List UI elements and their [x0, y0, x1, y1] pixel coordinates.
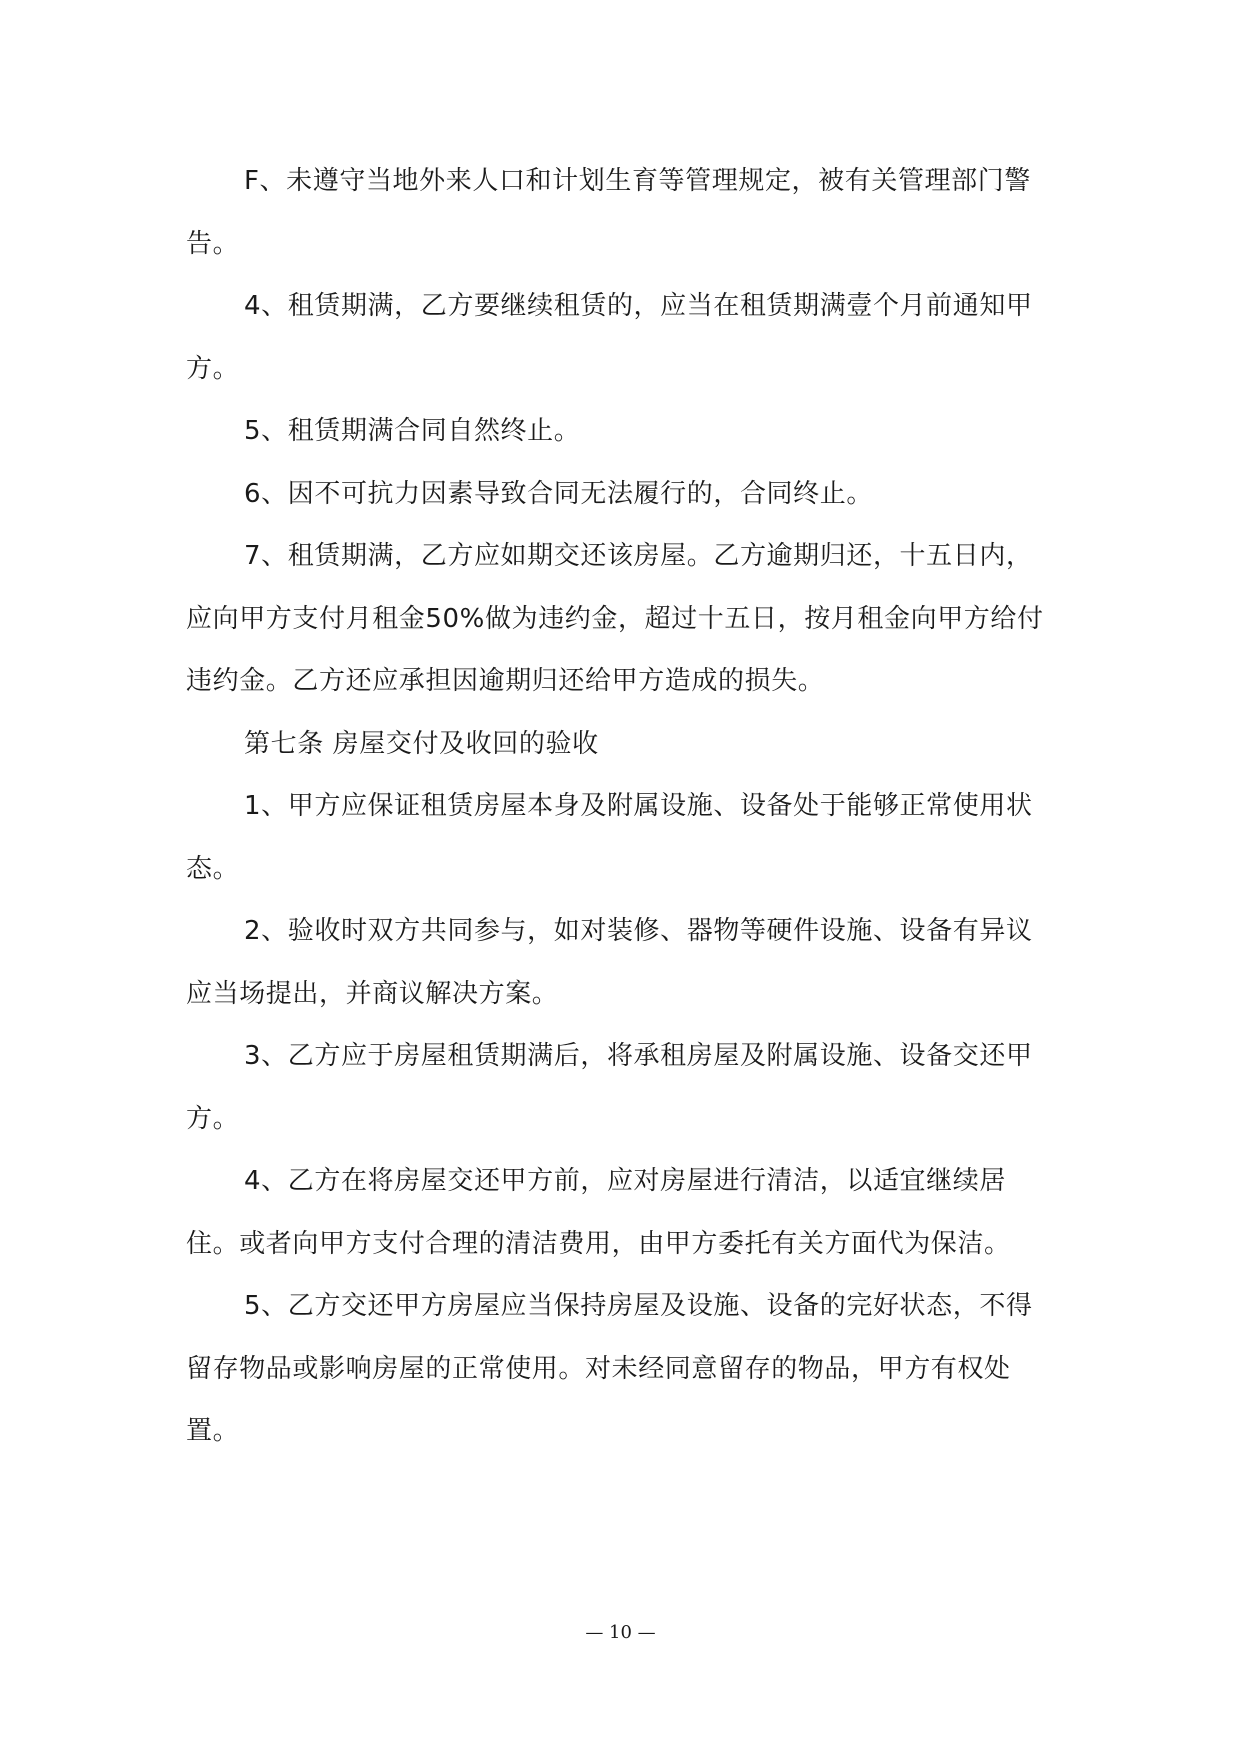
- paragraph-clause-5-natural-termination: 5、租赁期满合同自然终止。: [244, 416, 581, 446]
- paragraph-clause-7-overdue-return: 7、租赁期满，乙方应如期交还该房屋。乙方逾期归还，十五日内，应向甲方支付月租金50%做为违约金，超过十五日，按月租金向甲方给付违约金。乙方还应承担因逾期归还给甲方造成的损失。: [186, 541, 1044, 696]
- paragraph-inspection-4: 4、乙方在将房屋交还甲方前，应对房屋进行清洁，以适宜继续居住。或者向甲方支付合理的清洁费用，由甲方委托有关方面代为保洁。: [186, 1166, 1011, 1259]
- paragraph-clause-6-force-majeure: 6、因不可抗力因素导致合同无法履行的，合同终止。: [244, 478, 873, 509]
- page-number: — 10 —: [585, 1622, 656, 1643]
- paragraph-inspection-2: 2、验收时双方共同参与，如对装修、器物等硬件设施、设备有异议应当场提出，并商议解决方案。: [186, 916, 1033, 1009]
- paragraph-clause-f: F、未遵守当地外来人口和计划生育等管理规定，被有关管理部门警告。: [186, 166, 1031, 259]
- paragraph-clause-4-renewal-notice: 4、租赁期满，乙方要继续租赁的，应当在租赁期满壹个月前通知甲方。: [186, 291, 1033, 384]
- paragraph-inspection-1: 1、甲方应保证租赁房屋本身及附属设施、设备处于能够正常使用状态。: [186, 791, 1033, 884]
- paragraph-inspection-3: 3、乙方应于房屋租赁期满后，将承租房屋及附属设施、设备交还甲方。: [186, 1041, 1033, 1134]
- paragraph-inspection-5: 5、乙方交还甲方房屋应当保持房屋及设施、设备的完好状态，不得留存物品或影响房屋的正常使用。对未经同意留存的物品，甲方有权处置。: [186, 1291, 1033, 1446]
- body-text: [186, 150, 1054, 1463]
- section-heading-article-7: 第七条 房屋交付及收回的验收: [244, 728, 599, 759]
